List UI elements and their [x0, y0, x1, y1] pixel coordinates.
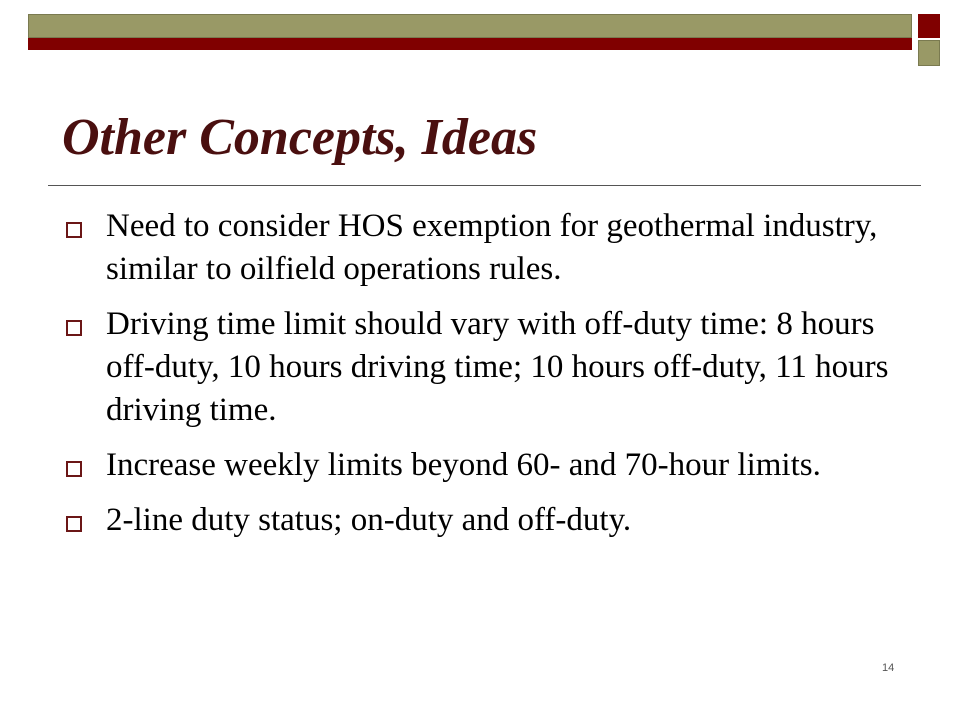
- hollow-square-icon: [66, 461, 82, 477]
- hollow-square-icon: [66, 222, 82, 238]
- bullet-text: Driving time limit should vary with off-duty time: 8 hours off-duty, 10 hours driving time; 10 hours off-duty, 11 hours driving time.: [106, 306, 889, 428]
- slide-title: Other Concepts, Ideas: [62, 109, 538, 166]
- bullet-item: [66, 205, 906, 291]
- decorative-top-band: [28, 14, 940, 48]
- olive-stripe: [28, 14, 912, 38]
- hollow-square-icon: [66, 516, 82, 532]
- maroon-stripe: [28, 38, 912, 50]
- bullet-text: Increase weekly limits beyond 60- and 70-hour limits.: [106, 447, 821, 483]
- bullet-item: [66, 499, 906, 542]
- bullet-item: [66, 303, 906, 432]
- slide-number: 14: [882, 662, 895, 674]
- hollow-square-icon: [66, 320, 82, 336]
- bullet-list: [66, 205, 906, 554]
- bullet-text: Need to consider HOS exemption for geothermal industry, similar to oilfield operations rules.: [106, 208, 878, 287]
- bullet-text: 2-line duty status; on-duty and off-duty.: [106, 502, 632, 538]
- bullet-item: [66, 444, 906, 487]
- title-divider: [48, 185, 921, 186]
- corner-olive-block: [918, 40, 940, 66]
- corner-maroon-block: [918, 14, 940, 38]
